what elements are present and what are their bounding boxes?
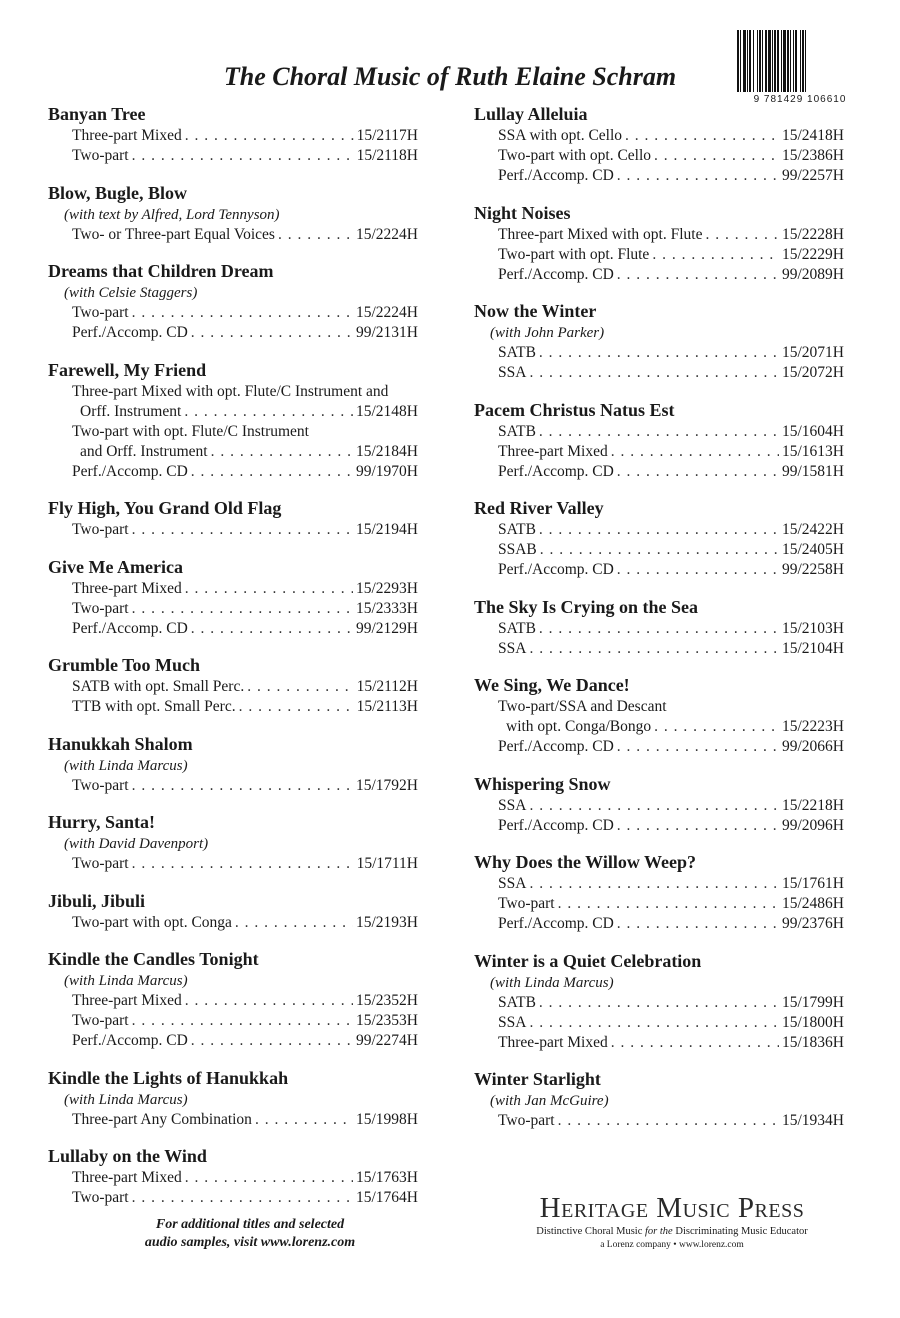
edition-line xyxy=(48,913,418,933)
voicing-label: Orff. Instrument xyxy=(80,402,182,420)
voicing-label: Perf./Accomp. CD xyxy=(72,324,188,341)
dot-leader xyxy=(239,697,354,717)
voicing-label: Two-part xyxy=(498,895,555,912)
product-code: 15/2218H xyxy=(782,796,844,814)
tagline-part: Discriminating Music Educator xyxy=(672,1226,808,1237)
footer-note-line: audio samples, visit www.lorenz.com xyxy=(144,1235,356,1250)
edition-line xyxy=(48,579,418,599)
product-code: 99/2274H xyxy=(356,1032,418,1049)
edition-line xyxy=(48,303,418,323)
product-code: 15/2333H xyxy=(356,599,418,617)
voicing-label: SATB with opt. Small Perc. xyxy=(72,678,245,695)
voicing-label: Two-part xyxy=(72,855,129,872)
product-code: 99/2257H xyxy=(782,167,844,184)
dot-leader xyxy=(185,991,353,1011)
product-code: 15/1800H xyxy=(782,1013,844,1031)
edition-line xyxy=(48,146,418,166)
right-column xyxy=(474,103,844,1147)
entry-title: We Sing, We Dance! xyxy=(474,675,630,695)
voicing-label: Two-part xyxy=(72,521,129,538)
edition-line xyxy=(474,520,844,540)
entry-title: Whispering Snow xyxy=(474,773,611,794)
voicing-label: Perf./Accomp. CD xyxy=(72,619,188,637)
publisher-subline: a Lorenz company • www.lorenz.com xyxy=(600,1240,744,1250)
dot-leader xyxy=(529,874,779,894)
edition-line xyxy=(474,560,844,580)
dot-leader xyxy=(539,993,779,1013)
dot-leader xyxy=(278,225,353,245)
voicing-label: Two-part xyxy=(72,1189,129,1206)
edition-line xyxy=(474,146,844,166)
edition-line xyxy=(48,677,418,697)
voicing-label: SATB xyxy=(498,344,536,361)
voicing-label: Two-part xyxy=(72,304,129,321)
product-code: 15/2224H xyxy=(356,225,418,243)
dot-leader xyxy=(185,1168,353,1188)
catalog-entry xyxy=(474,300,844,383)
voicing-label: Two-part with opt. Flute xyxy=(498,245,650,263)
voicing-label: Three-part Mixed xyxy=(498,442,608,460)
product-code: 99/2066H xyxy=(782,738,844,755)
edition-line xyxy=(48,776,418,796)
product-code: 15/2118H xyxy=(356,147,418,164)
dot-leader xyxy=(211,442,353,462)
product-code: 15/2486H xyxy=(782,895,844,912)
voicing-line: Two-part with opt. Flute/C Instrument xyxy=(72,422,309,440)
product-code: 15/1934H xyxy=(782,1112,844,1129)
catalog-entry xyxy=(48,733,418,796)
catalog-entry xyxy=(474,202,844,285)
catalog-entry xyxy=(474,851,844,934)
entry-title: The Sky Is Crying on the Sea xyxy=(474,596,699,617)
product-code: 15/2353H xyxy=(356,1012,418,1029)
product-code: 15/2418H xyxy=(782,127,844,144)
product-code: 15/2193H xyxy=(356,913,418,931)
dot-leader xyxy=(255,1110,353,1130)
edition-line xyxy=(474,816,844,836)
product-code: 15/1761H xyxy=(782,875,844,892)
dot-leader xyxy=(654,146,779,166)
product-code: 99/1970H xyxy=(356,462,418,480)
catalog-entry xyxy=(48,654,418,717)
edition-line xyxy=(48,619,418,639)
entry-title: Farewell, My Friend xyxy=(48,359,207,380)
dot-leader xyxy=(191,619,353,639)
dot-leader xyxy=(617,560,779,580)
product-code: 15/2103H xyxy=(782,619,844,637)
catalog-entry xyxy=(474,103,844,186)
catalog-entry xyxy=(474,674,844,757)
catalog-entry xyxy=(474,1068,844,1131)
voicing-label: SSA xyxy=(498,875,527,892)
product-code: 15/2194H xyxy=(356,521,418,538)
voicing-label: Perf./Accomp. CD xyxy=(498,265,614,283)
voicing-label: Three-part Mixed xyxy=(72,992,182,1009)
dot-leader xyxy=(654,717,779,737)
dot-leader xyxy=(185,579,353,599)
catalog-entry xyxy=(48,260,418,343)
product-code: 15/2071H xyxy=(782,344,844,361)
product-code: 99/2131H xyxy=(356,324,418,341)
edition-line xyxy=(474,914,844,934)
dot-leader xyxy=(132,520,353,540)
voicing-label: SSA xyxy=(498,364,527,381)
product-code: 15/2228H xyxy=(782,225,844,243)
entry-title: Hurry, Santa! xyxy=(48,812,156,832)
voicing-label: SATB xyxy=(498,521,536,538)
entry-title: Kindle the Candles Tonight xyxy=(48,949,259,969)
product-code: 15/2112H xyxy=(356,678,418,695)
edition-line xyxy=(474,126,844,146)
dot-leader xyxy=(617,914,779,934)
dot-leader xyxy=(185,126,354,146)
voicing-label: Perf./Accomp. CD xyxy=(498,738,614,755)
edition-line xyxy=(474,796,844,816)
dot-leader xyxy=(132,146,354,166)
entry-title: Grumble Too Much xyxy=(48,655,201,675)
edition-line xyxy=(474,442,844,462)
edition-line xyxy=(474,245,844,265)
product-code: 15/1613H xyxy=(782,442,844,460)
entry-title: Hanukkah Shalom xyxy=(48,733,193,754)
dot-leader xyxy=(558,1111,779,1131)
product-code: 15/1604H xyxy=(782,422,844,440)
voicing-label: Two-part with opt. Conga xyxy=(72,913,232,931)
edition-line xyxy=(474,225,844,245)
dot-leader xyxy=(652,245,779,265)
edition-line xyxy=(474,363,844,383)
dot-leader xyxy=(191,462,353,482)
dot-leader xyxy=(705,225,779,245)
catalog-entry xyxy=(48,556,418,639)
voicing-label: Three-part Mixed xyxy=(72,1169,182,1186)
footer-note xyxy=(100,1216,400,1252)
edition-line xyxy=(474,1033,844,1053)
voicing-label: Three-part Mixed xyxy=(72,127,182,144)
dot-leader xyxy=(132,599,353,619)
product-code: 15/2104H xyxy=(782,639,844,657)
entry-credit: (with text by Alfred, Lord Tennyson) xyxy=(64,206,280,223)
dot-leader xyxy=(540,540,779,560)
edition-line xyxy=(48,1188,418,1208)
product-code: 15/2223H xyxy=(782,718,844,735)
voicing-label: Two-part with opt. Cello xyxy=(498,147,652,164)
product-code: 15/1998H xyxy=(356,1110,418,1128)
product-code: 99/2258H xyxy=(782,561,844,578)
voicing-label: Three-part Mixed xyxy=(498,1033,608,1051)
edition-line xyxy=(474,737,844,757)
product-code: 15/2117H xyxy=(356,127,418,144)
product-code: 15/2148H xyxy=(356,402,418,420)
entry-title: Dreams that Children Dream xyxy=(48,261,274,281)
entry-credit: (with Linda Marcus) xyxy=(64,1091,188,1108)
edition-line xyxy=(48,1168,418,1188)
entry-title: Lullaby on the Wind xyxy=(48,1146,207,1166)
voicing-label: Perf./Accomp. CD xyxy=(498,462,614,480)
entry-credit: (with Linda Marcus) xyxy=(490,974,614,991)
catalog-entry xyxy=(48,182,418,245)
dot-leader xyxy=(625,126,779,146)
dot-leader xyxy=(235,913,353,933)
publisher-tagline xyxy=(500,1225,844,1239)
page-title: The Choral Music of Ruth Elaine Schram xyxy=(223,62,677,91)
product-code: 15/2405H xyxy=(782,541,844,558)
edition-line xyxy=(48,323,418,343)
voicing-label: and Orff. Instrument xyxy=(80,442,208,460)
product-code: 99/2089H xyxy=(782,265,844,283)
edition-line xyxy=(474,639,844,659)
product-code: 15/2072H xyxy=(782,364,844,381)
dot-leader xyxy=(539,619,779,639)
entry-title: Red River Valley xyxy=(474,498,604,518)
entry-title: Fly High, You Grand Old Flag xyxy=(48,498,282,518)
edition-line xyxy=(48,402,418,422)
product-code: 15/1792H xyxy=(356,776,418,794)
product-code: 99/2096H xyxy=(782,816,844,834)
dot-leader xyxy=(132,303,353,323)
product-code: 15/1764H xyxy=(356,1189,418,1206)
dot-leader xyxy=(539,343,779,363)
voicing-label: TTB with opt. Small Perc. xyxy=(72,698,236,715)
voicing-label: with opt. Conga/Bongo xyxy=(506,718,652,735)
dot-leader xyxy=(529,639,779,659)
edition-line xyxy=(48,1110,418,1130)
dot-leader xyxy=(247,677,353,697)
edition-line xyxy=(474,619,844,639)
voicing-label: SSA xyxy=(498,639,527,657)
edition-line xyxy=(48,126,418,146)
catalog-entry xyxy=(48,1067,418,1130)
entry-credit: (with Celsie Staggers) xyxy=(64,285,198,301)
catalog-entry xyxy=(48,359,418,482)
voicing-label: SSA xyxy=(498,796,527,814)
voicing-label: Two-part xyxy=(72,1012,129,1029)
entry-title: Give Me America xyxy=(48,556,183,577)
dot-leader xyxy=(132,1011,353,1031)
edition-line xyxy=(48,225,418,245)
product-code: 15/2352H xyxy=(356,992,418,1009)
catalog-entry xyxy=(474,950,844,1053)
entry-title: Pacem Christus Natus Est xyxy=(474,399,675,420)
catalog-entry xyxy=(48,1145,418,1208)
edition-line xyxy=(48,1031,418,1051)
catalog-entry xyxy=(474,497,844,580)
voicing-label: Three-part Any Combination xyxy=(72,1110,252,1128)
voicing-line: Two-part/SSA and Descant xyxy=(498,698,667,715)
dot-leader xyxy=(558,894,779,914)
voicing-label: Perf./Accomp. CD xyxy=(72,462,188,480)
product-code: 15/2293H xyxy=(356,579,418,597)
edition-line xyxy=(474,1013,844,1033)
catalog-entry xyxy=(48,811,418,874)
edition-line xyxy=(474,894,844,914)
edition-line xyxy=(474,874,844,894)
catalog-entry xyxy=(48,103,418,166)
product-code: 15/2229H xyxy=(782,245,844,263)
edition-line xyxy=(474,166,844,186)
catalog-entry xyxy=(48,497,418,540)
entry-title: Blow, Bugle, Blow xyxy=(48,182,188,203)
edition-line xyxy=(48,599,418,619)
voicing-label: SSA with opt. Cello xyxy=(498,127,623,144)
voicing-label: Two-part xyxy=(72,776,129,794)
entry-credit: (with Jan McGuire) xyxy=(490,1093,609,1109)
voicing-label: Two-part xyxy=(72,599,129,617)
dot-leader xyxy=(617,166,779,186)
edition-line xyxy=(48,854,418,874)
entry-credit: (with Linda Marcus) xyxy=(64,973,188,989)
voicing-label: Two-part xyxy=(498,1112,555,1129)
entry-title: Night Noises xyxy=(474,202,571,223)
catalog-entry xyxy=(48,948,418,1051)
voicing-label: SATB xyxy=(498,619,536,637)
dot-leader xyxy=(617,265,779,285)
voicing-label: Perf./Accomp. CD xyxy=(72,1032,188,1049)
edition-line xyxy=(474,265,844,285)
dot-leader xyxy=(191,1031,353,1051)
voicing-label: Three-part Mixed xyxy=(72,579,182,597)
tagline-part: for the xyxy=(645,1226,673,1237)
dot-leader xyxy=(529,796,779,816)
dot-leader xyxy=(617,737,779,757)
edition-line xyxy=(474,343,844,363)
dot-leader xyxy=(611,442,779,462)
product-code: 15/2224H xyxy=(356,304,418,321)
voicing-label: Perf./Accomp. CD xyxy=(498,915,614,932)
dot-leader xyxy=(132,776,353,796)
dot-leader xyxy=(617,462,779,482)
voicing-line: Three-part Mixed with opt. Flute/C Instrument and xyxy=(72,382,389,400)
dot-leader xyxy=(132,854,354,874)
voicing-label: Perf./Accomp. CD xyxy=(498,167,614,184)
product-code: 15/2386H xyxy=(782,147,844,164)
edition-line xyxy=(474,993,844,1013)
product-code: 15/2422H xyxy=(782,521,844,538)
voicing-label: SATB xyxy=(498,993,536,1011)
dot-leader xyxy=(611,1033,779,1053)
edition-line xyxy=(48,442,418,462)
entry-title: Now the Winter xyxy=(474,301,597,321)
product-code: 99/2129H xyxy=(356,619,418,637)
edition-line xyxy=(474,422,844,442)
edition-line xyxy=(474,462,844,482)
entry-title: Kindle the Lights of Hanukkah xyxy=(48,1067,289,1088)
catalog-entry xyxy=(474,773,844,836)
edition-line xyxy=(474,540,844,560)
publisher-name: Heritage Music Press xyxy=(539,1192,805,1224)
catalog-entry xyxy=(474,399,844,482)
voicing-label: Two-part xyxy=(72,147,129,164)
product-code: 15/1711H xyxy=(356,855,418,872)
dot-leader xyxy=(132,1188,353,1208)
edition-line xyxy=(48,462,418,482)
product-code: 15/1799H xyxy=(782,993,844,1011)
edition-line xyxy=(48,520,418,540)
dot-leader xyxy=(539,520,779,540)
edition-line xyxy=(474,717,844,737)
dot-leader xyxy=(529,363,779,383)
voicing-label: SSAB xyxy=(498,541,537,558)
entry-credit: (with Linda Marcus) xyxy=(64,757,188,774)
catalog-entry xyxy=(48,890,418,933)
entry-title: Why Does the Willow Weep? xyxy=(474,852,697,872)
product-code: 15/1836H xyxy=(782,1033,844,1051)
dot-leader xyxy=(529,1013,779,1033)
tagline-part: Distinctive Choral Music xyxy=(536,1226,646,1237)
dot-leader xyxy=(191,323,353,343)
left-column xyxy=(48,103,418,1224)
product-code: 99/1581H xyxy=(782,462,844,480)
entry-title: Winter is a Quiet Celebration xyxy=(474,950,702,971)
voicing-label: Two- or Three-part Equal Voices xyxy=(72,225,275,243)
catalog-entry xyxy=(474,596,844,659)
footer-note-line: For additional titles and selected xyxy=(155,1217,345,1232)
voicing-label: Three-part Mixed with opt. Flute xyxy=(498,225,703,243)
voicing-label: Perf./Accomp. CD xyxy=(498,816,614,834)
product-code: 15/2113H xyxy=(356,698,418,715)
publisher-logo xyxy=(500,1192,844,1251)
isbn-number: 9 781429 106610 xyxy=(753,94,847,105)
edition-line xyxy=(474,1111,844,1131)
edition-line xyxy=(48,697,418,717)
entry-title: Banyan Tree xyxy=(48,104,146,124)
voicing-label: SATB xyxy=(498,422,536,440)
entry-credit: (with David Davenport) xyxy=(64,836,209,852)
dot-leader xyxy=(617,816,779,836)
product-code: 15/1763H xyxy=(356,1169,418,1186)
edition-line xyxy=(48,991,418,1011)
entry-credit: (with John Parker) xyxy=(490,325,605,341)
entry-title: Winter Starlight xyxy=(474,1069,601,1089)
voicing-label: SSA xyxy=(498,1013,527,1031)
edition-line xyxy=(48,1011,418,1031)
dot-leader xyxy=(184,402,353,422)
entry-title: Lullay Alleluia xyxy=(474,104,588,124)
dot-leader xyxy=(539,422,779,442)
entry-title: Jibuli, Jibuli xyxy=(48,890,146,911)
product-code: 15/2184H xyxy=(356,442,418,460)
product-code: 99/2376H xyxy=(782,915,844,932)
voicing-label: Perf./Accomp. CD xyxy=(498,561,614,578)
